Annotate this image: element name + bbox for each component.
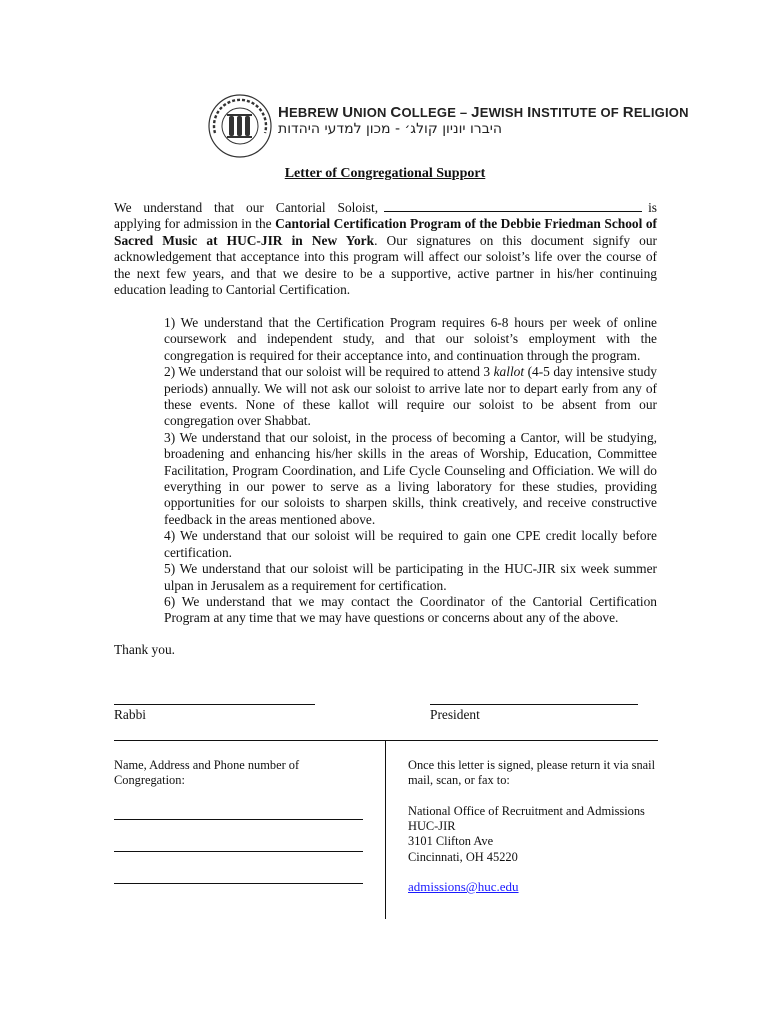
mailing-address (408, 804, 668, 865)
program-name: Cantorial Certification Program of the Debbie Friedman School of Sacred Music at HUC-JIR in New York (114, 216, 657, 248)
section-divider-horizontal (114, 740, 658, 741)
closing-thanks: Thank you. (114, 642, 175, 657)
congregation-info-label: Name, Address and Phone number of Congregation: (114, 758, 300, 788)
return-instructions: Once this letter is signed, please return it via snail mail, scan, or fax to: (408, 758, 656, 788)
congregation-address-line[interactable] (114, 851, 363, 852)
address-city: Cincinnati, OH 45220 (408, 849, 518, 864)
institution-name-hebrew: היברו יוניון קולג׳ - מכון למדעי היהדות (278, 121, 503, 137)
list-item: 4) We understand that our soloist will be required to gain one CPE credit locally before certification. (164, 528, 657, 560)
list-item: 5) We understand that our soloist will be participating in the HUC-JIR six week summer ulpan in Jerusalem as a requirement for certification. (164, 561, 657, 593)
intro-text-1: We understand that our Cantorial Soloist, (114, 200, 379, 215)
president-signature-line[interactable] (430, 704, 638, 705)
intro-paragraph (114, 200, 657, 298)
list-item: 2) We understand that our soloist will be required to attend 3 kallot (4-5 day intensive study periods) annually. We will not ask our soloist to arrive late nor to depart early from any of these events. None of these kallot will require our soloist to be absent from our congregation over Shabbat. (164, 364, 657, 429)
intro-text-3: . Our signatures on this document signify our acknowledgement that acceptance into this program will affect our soloist’s life over the course of the next few years, and that we desire to be a supportive, active partner in his/her continuing education leading to Cantorial Certification. (114, 232, 657, 298)
address-office: National Office of Recruitment and Admissions (408, 804, 645, 818)
rabbi-signature-line[interactable] (114, 704, 315, 705)
president-label: President (430, 707, 480, 722)
address-street: 3101 Clifton Ave (408, 834, 494, 849)
rabbi-label: Rabbi (114, 707, 146, 722)
congregation-phone-line[interactable] (114, 883, 363, 884)
institution-name: HEBREW UNION COLLEGE – JEWISH INSTITUTE OF RELIGION (278, 104, 689, 121)
commitments-list (164, 315, 657, 627)
intro-text-2: is applying for admission in the (114, 200, 657, 232)
list-item: 3) We understand that our soloist, in the process of becoming a Cantor, will be studying, broadening and enhancing his/her skills in the areas of Worship, Education, Committee Facilitation, Program Coordination, and Life Cycle Counseling and Officiation. We will do everything in our power to serve as a living laboratory for these studies, providing opportunities for our soloists to sharpen skills, think creatively, and receive constructive feedback in the areas mentioned above. (164, 429, 657, 527)
admissions-email-link[interactable]: admissions@huc.edu (408, 879, 519, 894)
section-divider-vertical (385, 741, 386, 919)
list-item: 6) We understand that we may contact the Coordinator of the Cantorial Certification Program at any time that we may have questions or concerns about any of the above. (164, 593, 657, 626)
congregation-name-line[interactable] (114, 819, 363, 820)
list-item: 1) We understand that the Certification Program requires 6-8 hours per week of online coursework and independent study, and that our soloist’s employment with the congregation is required for their acceptance into, and continuation through the program. (164, 315, 657, 363)
soloist-name-blank[interactable] (384, 200, 642, 212)
letter-title: Letter of Congregational Support (284, 166, 486, 181)
address-org: HUC-JIR (408, 819, 456, 834)
huc-jir-seal-logo (207, 93, 273, 159)
